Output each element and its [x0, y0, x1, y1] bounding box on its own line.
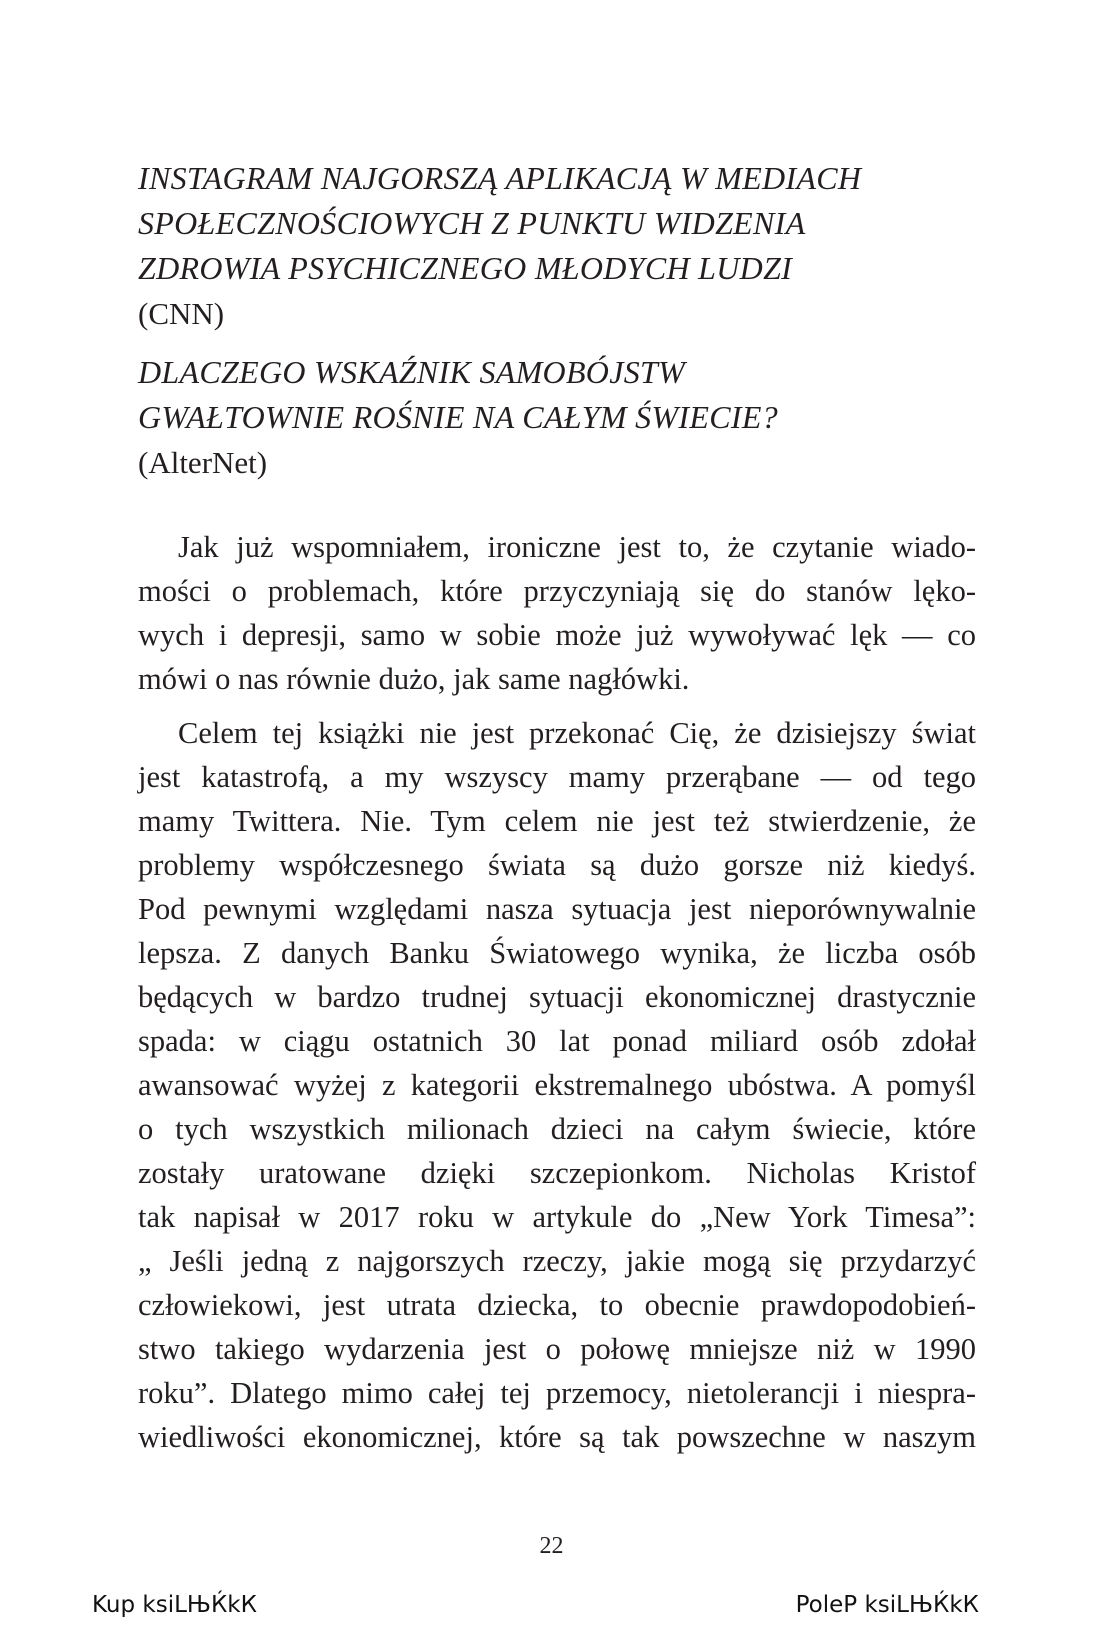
text-line: Pod pewnymi względami nasza sytuacja jest nieporównywalnie — [138, 892, 976, 926]
text-line: Celem tej książki nie jest przekonać Cię, że dzisiejszy świat — [178, 716, 976, 750]
headlines-block — [138, 156, 978, 499]
text-line: stwo takiego wydarzenia jest o połowę mniejsze niż w 1990 — [138, 1332, 976, 1366]
footer-buy-link[interactable]: Kup ksiLЊЌkК — [92, 1592, 257, 1618]
text-line: lepsza. Z danych Banku Światowego wynika, że liczba osób — [138, 936, 976, 970]
headline-item — [138, 156, 978, 336]
text-line: mamy Twittera. Nie. Tym celem nie jest też stwierdzenie, że — [138, 804, 976, 838]
text-line: mówi o nas równie dużo, jak same nagłówki. — [138, 662, 690, 696]
text-line: spada: w ciągu ostatnich 30 lat ponad miliard osób zdołał — [138, 1024, 976, 1058]
headline-source: (CNN) — [138, 296, 225, 331]
text-line: o tych wszystkich milionach dzieci na całym świecie, które — [138, 1112, 976, 1146]
headline-title: INSTAGRAM NAJGORSZĄ APLIKACJĄ W MEDIACH SPOŁECZNOŚCIOWYCH Z PUNKTU WIDZENIA ZDROWIA PSYCHICZNEGO MŁODYCH LUDZI — [138, 160, 862, 286]
text-line: roku”. Dlatego mimo całej tej przemocy, nietolerancji i niespra- — [138, 1376, 976, 1410]
text-line: zostały uratowane dzięki szczepionkom. Nicholas Kristof — [138, 1156, 976, 1190]
text-line: będących w bardzo trudnej sytuacji ekonomicznej drastycznie — [138, 980, 976, 1014]
headline-title: DLACZEGO WSKAŹNIK SAMOBÓJSTW GWAŁTOWNIE ROŚNIE NA CAŁYM ŚWIECIE? — [138, 354, 778, 435]
text-line: mości o problemach, które przyczyniają się do stanów lęko- — [138, 574, 976, 608]
headline-item — [138, 350, 978, 485]
paragraph — [138, 525, 976, 701]
text-line: jest katastrofą, a my wszyscy mamy przerąbane — od tego — [138, 760, 976, 794]
footer-recommend-link[interactable]: PoleP ksiLЊЌkК — [795, 1592, 979, 1618]
text-line: wiedliwości ekonomicznej, które są tak powszechne w naszym — [138, 1420, 976, 1454]
text-line: Jak już wspomniałem, ironiczne jest to, że czytanie wiado- — [178, 530, 976, 564]
text-line: tak napisał w 2017 roku w artykule do „New York Timesa”: — [138, 1200, 976, 1234]
headline-source: (AlterNet) — [138, 445, 268, 480]
text-line: awansować wyżej z kategorii ekstremalnego ubóstwa. A pomyśl — [138, 1068, 976, 1102]
page-number: 22 — [539, 1533, 564, 1559]
text-line: „ Jeśli jedną z najgorszych rzeczy, jakie mogą się przydarzyć — [138, 1244, 976, 1278]
paragraph — [138, 711, 976, 1459]
text-line: człowiekowi, jest utrata dziecka, to obecnie prawdopodobień- — [138, 1288, 976, 1322]
text-line: wych i depresji, samo w sobie może już wywoływać lęk — co — [138, 618, 976, 652]
body-text — [138, 525, 976, 1469]
text-line: problemy współczesnego świata są dużo gorsze niż kiedyś. — [138, 848, 976, 882]
